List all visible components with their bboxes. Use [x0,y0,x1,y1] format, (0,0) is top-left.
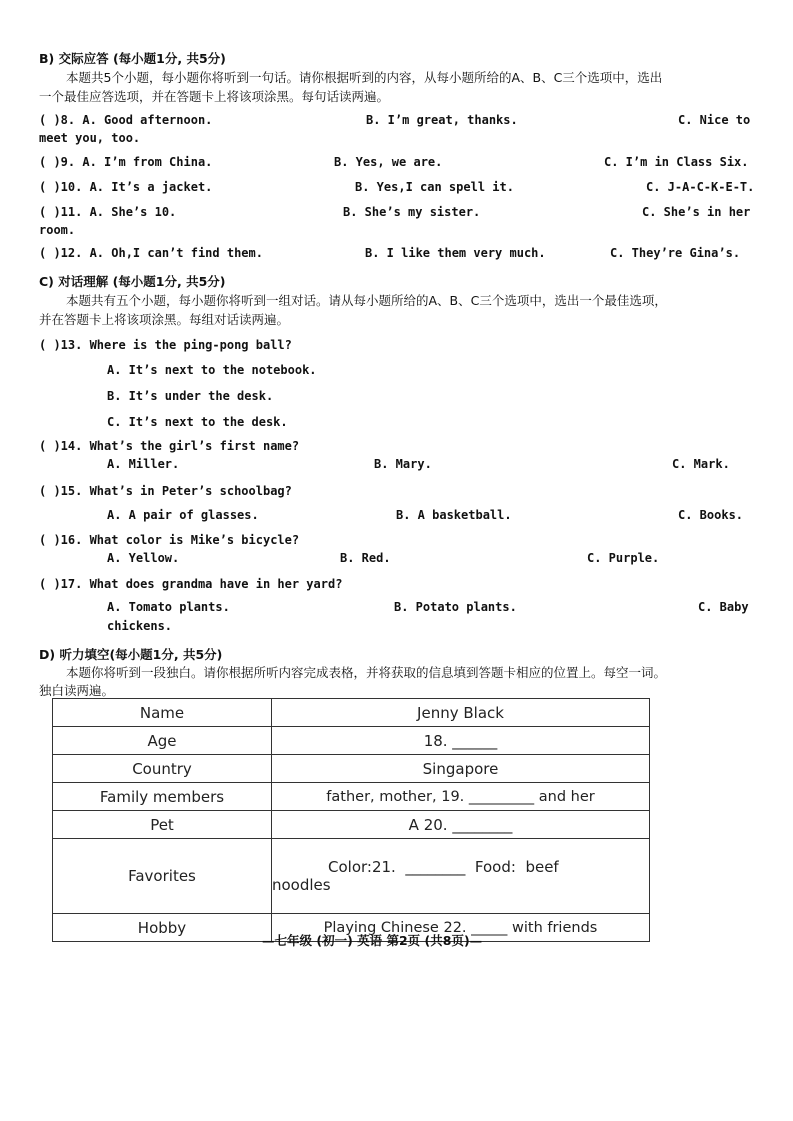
q13-stem: ( )13. Where is the ping-pong ball? [39,338,292,352]
q14-option-a: A. Miller. [107,457,180,471]
q11-stem-a: ( )11. A. She’s 10. [39,205,177,219]
q13-option-c: C. It’s next to the desk. [107,415,288,429]
q9-option-b: B. Yes, we are. [334,155,443,169]
q16-option-c: C. Purple. [587,551,660,565]
q17-option-c-wrap: chickens. [107,619,173,633]
table-value-country: Singapore [272,755,650,783]
q8-option-b: B. I’m great, thanks. [366,113,518,127]
q15-option-a: A. A pair of glasses. [107,508,259,522]
table-key-family: Family members [53,783,272,811]
table-value-favorites [272,839,650,914]
q10-option-c: C. J-A-C-K-E-T. [646,180,755,194]
table-key-pet: Pet [53,811,272,839]
q11-option-c-wrap: room. [39,223,76,237]
table-row [53,755,650,783]
q8-option-c-wrap: meet you, too. [39,131,141,145]
section-d-heading: D) 听力填空(每小题1分, 共5分) [39,647,223,662]
table-value-family: father, mother, 19. _________ and her [272,783,650,811]
q10-stem-a: ( )10. A. It’s a jacket. [39,180,213,194]
q8-stem-a: ( )8. A. Good afternoon. [39,113,213,127]
q13-option-b: B. It’s under the desk. [107,389,274,403]
section-c-intro-line1: 本题共有五个小题，每小题你将听到一组对话。请从每小题所给的A、B、C三个选项中，选出一个最佳选项， [66,293,667,308]
table-value-hobby: Playing Chinese 22. _____ with friends [272,914,650,942]
q11-option-c: C. She’s in her [642,205,751,219]
q16-stem: ( )16. What color is Mike’s bicycle? [39,533,300,547]
table-key-favorites: Favorites [53,839,272,914]
section-b-intro-line1: 本题共5个小题，每小题你将听到一句话。请你根据听到的内容，从每小题所给的A、B、C三个选项中，选出 [66,70,663,85]
q17-option-a: A. Tomato plants. [107,600,230,614]
q10-option-b: B. Yes,I can spell it. [355,180,514,194]
q14-stem: ( )14. What’s the girl’s first name? [39,439,300,453]
q14-option-c: C. Mark. [672,457,730,471]
q13-option-a: A. It’s next to the notebook. [107,363,317,377]
section-b-intro-line2: 一个最佳应答选项，并在答题卡上将该项涂黑。每句话读两遍。 [39,89,390,104]
q12-stem-a: ( )12. A. Oh,I can’t find them. [39,246,263,260]
section-d-intro-line1: 本题你将听到一段独白。请你根据所听内容完成表格，并将获取的信息填到答题卡相应的位置上。每空一词。 [66,665,667,680]
table-key-country: Country [53,755,272,783]
table-row [53,783,650,811]
q17-option-c: C. Baby [698,600,749,614]
listening-fill-table [52,698,650,942]
q15-option-c: C. Books. [678,508,744,522]
q17-stem: ( )17. What does grandma have in her yard? [39,577,343,591]
q17-option-b: B. Potato plants. [394,600,517,614]
table-key-hobby: Hobby [53,914,272,942]
table-value-name: Jenny Black [272,699,650,727]
page-footer: —七年级 (初一) 英语 第2页 (共8页)— [262,933,483,948]
q14-option-b: B. Mary. [374,457,432,471]
section-d-intro-line2: 独白读两遍。 [39,683,115,698]
q15-option-b: B. A basketball. [396,508,512,522]
q11-option-b: B. She’s my sister. [343,205,481,219]
table-value-age: 18. ______ [272,727,650,755]
q15-stem: ( )15. What’s in Peter’s schoolbag? [39,484,292,498]
q8-option-c: C. Nice to [678,113,751,127]
table-key-name: Name [53,699,272,727]
table-row [53,727,650,755]
table-key-age: Age [53,727,272,755]
q9-option-c: C. I’m in Class Six. [604,155,749,169]
q9-stem-a: ( )9. A. I’m from China. [39,155,213,169]
section-b-heading: B) 交际应答 (每小题1分, 共5分) [39,51,226,66]
favorites-line1: Color:21. ________ Food: beef [328,858,559,876]
section-c-heading: C) 对话理解 (每小题1分, 共5分) [39,274,226,289]
table-value-pet: A 20. ________ [272,811,650,839]
q16-option-a: A. Yellow. [107,551,180,565]
section-c-intro-line2: 并在答题卡上将该项涂黑。每组对话读两遍。 [39,312,290,327]
favorites-line2: noodles [272,876,331,894]
table-row [53,839,650,914]
table-row [53,811,650,839]
table-row [53,699,650,727]
q16-option-b: B. Red. [340,551,391,565]
q12-option-c: C. They’re Gina’s. [610,246,741,260]
q12-option-b: B. I like them very much. [365,246,546,260]
